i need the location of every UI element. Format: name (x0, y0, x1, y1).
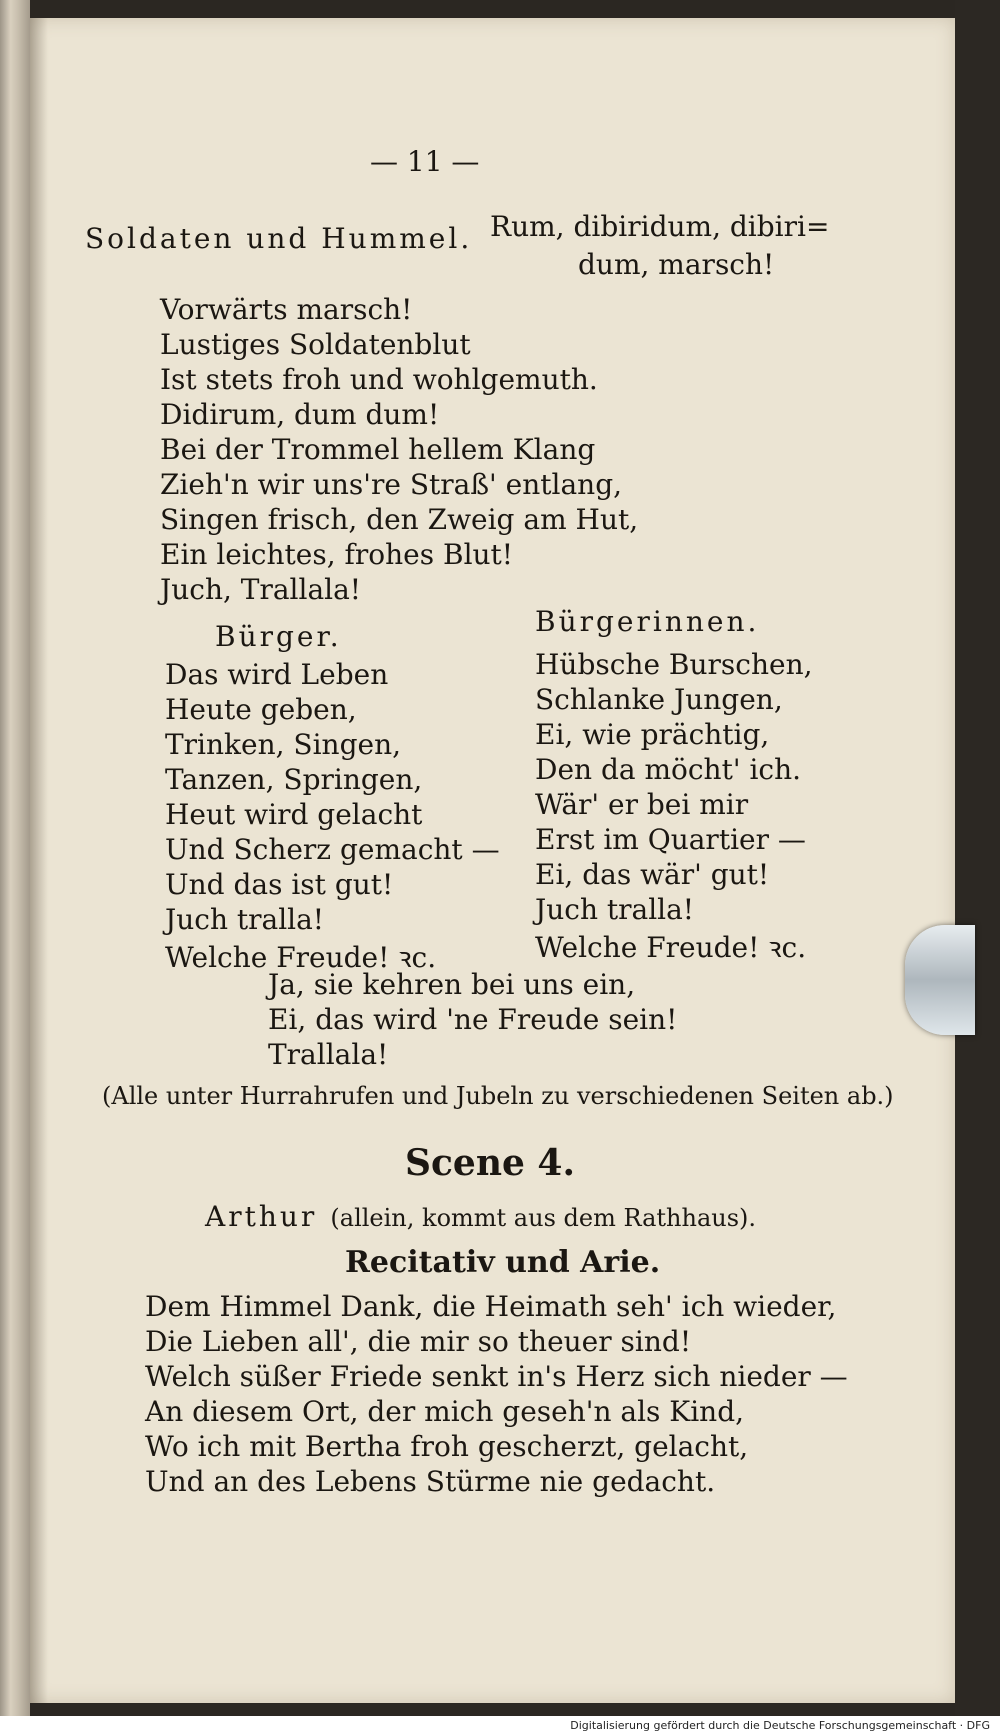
verse-line: Wo ich mit Bertha froh gescherzt, gelacht, (145, 1430, 749, 1463)
verse-line: Juch, Trallala! (160, 573, 362, 606)
stage-direction: (Alle unter Hurrahrufen und Jubeln zu verschiedenen Seiten ab.) (102, 1082, 894, 1110)
verse-line: Tanzen, Springen, (165, 763, 423, 796)
verse-line: Welche Freude! ꝛc. (535, 931, 807, 964)
book-left-edge (0, 0, 30, 1736)
verse-line: Ei, das wird 'ne Freude sein! (268, 1003, 678, 1036)
verse-line: Heut wird gelacht (165, 798, 423, 831)
verse-line: Juch tralla! (165, 903, 325, 936)
verse-line: Vorwärts marsch! (160, 293, 413, 326)
verse-line: Und an des Lebens Stürme nie gedacht. (145, 1465, 716, 1498)
verse-line: Welche Freude! ꝛc. (165, 941, 437, 974)
arthur-name: Arthur (205, 1200, 318, 1233)
verse-line: Ei, wie prächtig, (535, 718, 770, 751)
verse-line: Didirum, dum dum! (160, 398, 440, 431)
verse-line: Lustiges Soldatenblut (160, 328, 471, 361)
buerger-heading: Bürger. (215, 620, 342, 653)
verse-line: Den da möcht' ich. (535, 753, 802, 786)
verse-line: Ja, sie kehren bei uns ein, (268, 968, 636, 1001)
verse-line: Ist stets froh und wohlgemuth. (160, 363, 598, 396)
verse-line: Trinken, Singen, (165, 728, 402, 761)
verse-line: Singen frisch, den Zweig am Hut, (160, 503, 639, 536)
spine-shadow (30, 18, 48, 1703)
verse-line: An diesem Ort, der mich geseh'n als Kind, (145, 1395, 745, 1428)
verse-line: Ei, das wär' gut! (535, 858, 770, 891)
opening-line-2: dum, marsch! (578, 248, 775, 281)
verse-line: Bei der Trommel hellem Klang (160, 433, 596, 466)
verse-line: Dem Himmel Dank, die Heimath seh' ich wieder, (145, 1290, 837, 1323)
verse-line: Zieh'n wir uns're Straß' entlang, (160, 468, 623, 501)
arthur-direction-text: (allein, kommt aus dem Rathhaus). (330, 1204, 757, 1232)
verse-line: Und das ist gut! (165, 868, 394, 901)
verse-line: Erst im Quartier — (535, 823, 806, 856)
buergerinnen-heading: Bürgerinnen. (535, 605, 760, 638)
verse-line: Trallala! (268, 1038, 389, 1071)
page-tab-clip (905, 925, 975, 1035)
verse-line: Hübsche Burschen, (535, 648, 813, 681)
footer-text: Digitalisierung gefördert durch die Deutsche Forschungsgemeinschaft · DFG (570, 1719, 990, 1732)
page-number: — 11 — (370, 145, 480, 178)
verse-line: Schlanke Jungen, (535, 683, 783, 716)
verse-line: Die Lieben all', die mir so theuer sind! (145, 1325, 692, 1358)
opening-line-1: Rum, dibiridum, dibiri= (490, 210, 830, 243)
digitization-footer (0, 1716, 1000, 1736)
verse-line: Das wird Leben (165, 658, 389, 691)
book-right-edge (955, 0, 1000, 1736)
verse-line: Heute geben, (165, 693, 357, 726)
verse-line: Ein leichtes, frohes Blut! (160, 538, 514, 571)
verse-line: Welch süßer Friede senkt in's Herz sich nieder — (145, 1360, 848, 1393)
scene-title: Scene 4. (405, 1142, 576, 1184)
aria-title: Recitativ und Arie. (345, 1245, 661, 1280)
verse-line: Juch tralla! (535, 893, 695, 926)
speaker-soldaten-hummel: Soldaten und Hummel. (85, 222, 473, 255)
verse-line: Und Scherz gemacht — (165, 833, 500, 866)
arthur-direction (205, 1200, 756, 1233)
verse-line: Wär' er bei mir (535, 788, 749, 821)
